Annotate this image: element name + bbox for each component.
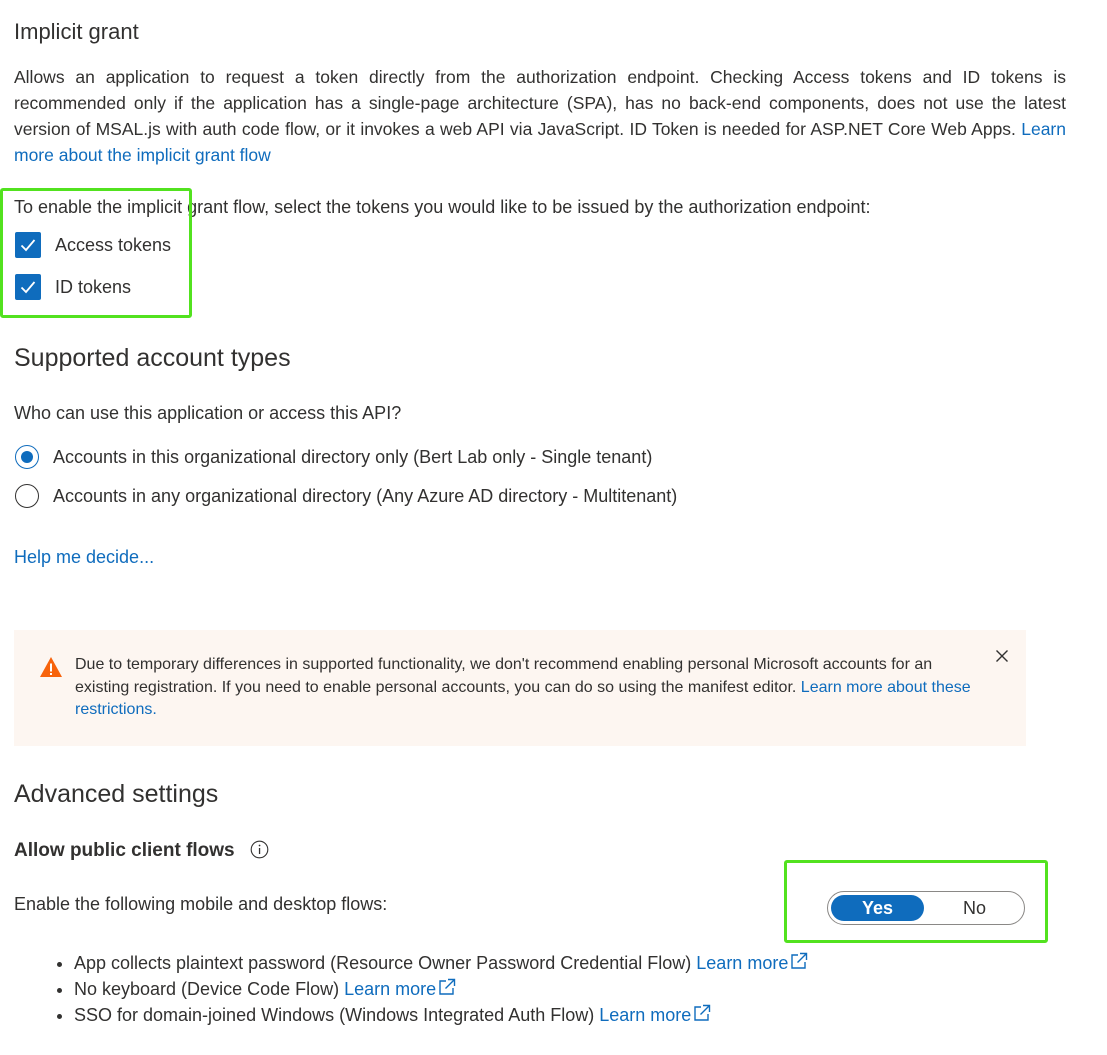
multitenant-label: Accounts in any organizational directory (Any Azure AD directory - Multitenant)	[53, 485, 678, 506]
list-item	[74, 1002, 809, 1028]
implicit-grant-description-text: Allows an application to request a token directly from the authorization endpoint. Checking Access tokens and ID tokens is recommended only if the application has a single-page architecture (SPA), has no back-end components, does not use the latest version of MSAL.js with auth code flow, or it invokes a web API via JavaScript. ID Token is needed for ASP.NET Core Web Apps.	[14, 67, 1066, 139]
flow-learn-more-link[interactable]: Learn more	[696, 953, 809, 973]
id-tokens-option[interactable]	[15, 274, 131, 300]
toggle-no-option[interactable]: No	[962, 897, 986, 918]
public-client-flows-label	[14, 840, 235, 862]
multitenant-option[interactable]	[15, 484, 677, 508]
list-item	[74, 976, 809, 1002]
external-link-icon	[437, 977, 457, 997]
advanced-settings-heading: Advanced settings	[14, 780, 219, 808]
access-tokens-option[interactable]	[15, 232, 171, 258]
info-icon[interactable]	[250, 840, 269, 859]
public-client-flows-toggle[interactable]	[827, 891, 1025, 925]
public-client-flows-description: Enable the following mobile and desktop flows:	[14, 894, 388, 914]
flow-text: App collects plaintext password (Resource Owner Password Credential Flow)	[74, 953, 692, 973]
restrictions-learn-more-link[interactable]: Learn more about these restrictions.	[75, 678, 971, 718]
id-tokens-checkbox[interactable]	[15, 274, 41, 300]
warning-message	[75, 654, 975, 722]
flow-text: SSO for domain-joined Windows (Windows Integrated Auth Flow)	[74, 1005, 595, 1025]
warning-banner	[14, 630, 1026, 746]
single-tenant-option[interactable]	[15, 445, 652, 469]
flow-learn-more-link[interactable]: Learn more	[599, 1005, 712, 1025]
access-tokens-label: Access tokens	[55, 234, 172, 255]
external-link-icon	[692, 1003, 712, 1023]
supported-account-types-heading: Supported account types	[14, 344, 291, 372]
flow-text: No keyboard (Device Code Flow)	[74, 979, 340, 999]
implicit-grant-description	[14, 64, 1066, 168]
account-types-question: Who can use this application or access this API?	[14, 403, 402, 423]
multitenant-radio[interactable]	[15, 484, 39, 508]
warning-text: Due to temporary differences in supported functionality, we don't recommend enabling personal Microsoft accounts for an existing registration. If you need to enable personal accounts, you can do so using the manifest editor.	[75, 656, 933, 696]
list-item	[74, 950, 809, 976]
external-link-icon	[789, 951, 809, 971]
access-tokens-checkbox[interactable]	[15, 232, 41, 258]
single-tenant-radio[interactable]	[15, 445, 39, 469]
close-icon[interactable]	[995, 649, 1009, 663]
toggle-yes-option[interactable]: Yes	[831, 895, 924, 921]
flow-learn-more-link[interactable]: Learn more	[344, 979, 457, 999]
public-client-flows-list	[52, 950, 809, 1028]
checkmark-icon	[20, 238, 36, 252]
id-tokens-label: ID tokens	[55, 276, 132, 297]
implicit-grant-instruction: To enable the implicit grant flow, select the tokens you would like to be issued by the authorization endpoint:	[14, 197, 871, 217]
implicit-grant-heading: Implicit grant	[14, 19, 139, 44]
single-tenant-label: Accounts in this organizational directory only (Bert Lab only - Single tenant)	[53, 446, 653, 467]
public-client-flows-text: Allow public client flows	[14, 840, 235, 861]
help-me-decide-link[interactable]: Help me decide...	[14, 547, 155, 567]
warning-icon	[39, 656, 63, 678]
implicit-grant-learn-more-link[interactable]: Learn more about the implicit grant flow	[14, 119, 1066, 165]
checkmark-icon	[20, 280, 36, 294]
